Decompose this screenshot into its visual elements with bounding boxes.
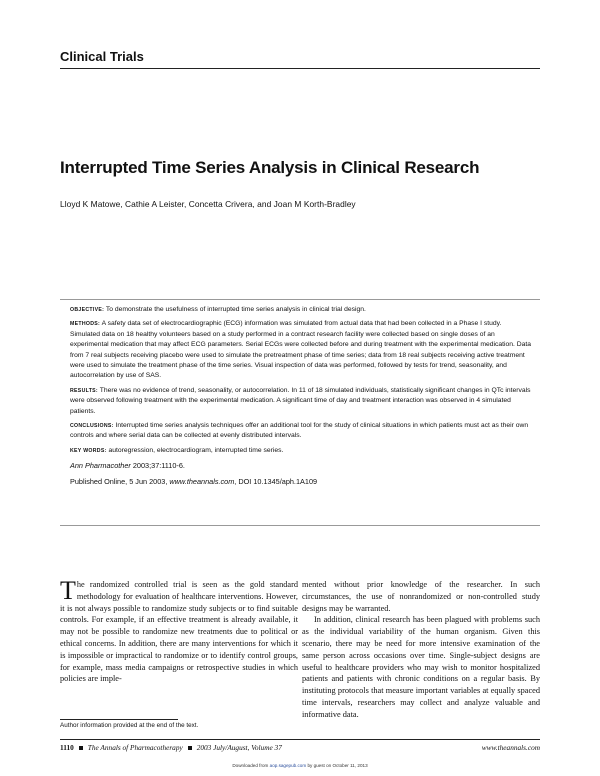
drop-cap: T	[60, 576, 76, 605]
bullet-icon	[79, 746, 83, 750]
section-title: Clinical Trials	[60, 49, 144, 64]
body-paragraph: mented without prior knowledge of the researcher. In such circumstances, the use of nonrandomized or non-controlled study designs may be warranted.	[302, 580, 540, 613]
abstract-keywords	[70, 446, 532, 456]
conclusions-text: Interrupted time series analysis techniques offer an additional tool for the study of clinical situations in which patients must act as their own controls and where serial data can be collected at evenly distributed intervals.	[70, 422, 529, 440]
author-list: Lloyd K Matowe, Cathie A Leister, Concetta Crivera, and Joan M Korth-Bradley	[60, 199, 356, 209]
citation-journal: Ann Pharmacother	[70, 461, 131, 471]
methods-text: A safety data set of electrocardiographic (ECG) information was simulated from actual data that had been collected in a Phase I study. Simulated data on 18 healthy volunteers based on a study performed in a contract research facility were collected based on single doses of an experimental medication that may affect ECG parameters. Serial ECGs were collected before and during treatment with the experimental medication. Data from 7 real subjects receiving placebo were used to simulate the pretreatment phase of time series; data from 18 real subjects receiving active treatment were used to simulate the treatment phase of the time series. Visual inspection of data was performed, followed by tests for trend, seasonality, and autocorrelation by use of SAS.	[70, 320, 531, 380]
conclusions-label: CONCLUSIONS:	[70, 423, 114, 430]
footnote-divider	[60, 719, 178, 720]
objective-text: To demonstrate the usefulness of interrupted time series analysis in clinical trial design.	[104, 306, 366, 313]
download-notice	[0, 763, 600, 768]
body-column-left	[60, 576, 298, 685]
keywords-label: KEY WORDS:	[70, 447, 107, 454]
page-number: 1110	[60, 743, 74, 752]
download-prefix: Downloaded from	[232, 763, 270, 768]
abstract-methods	[70, 319, 532, 381]
article-title: Interrupted Time Series Analysis in Clinical Research	[60, 158, 480, 177]
download-suffix: by guest on October 11, 2013	[306, 763, 368, 768]
published-line	[70, 476, 532, 488]
methods-label: METHODS:	[70, 321, 101, 328]
abstract-bottom-divider	[60, 525, 540, 526]
left-paragraph-text: he randomized controlled trial is seen as the gold standard methodology for evaluation of healthcare interventions. However, it is not always possible to randomize study subjects or to find suitable controls. For example, if an effective treatment is already available, it may not be possible to randomize new treatments due to political or ethical concerns. In addition, there are many interventions for which it is impossible or impractical to randomize or to identify control groups, for example, mass media campaigns or retrospective studies in which policies are imple-	[60, 580, 298, 684]
body-paragraph: In addition, clinical research has been plagued with problems such as the individual variability of the human organism. Given this scenario, there may be need for more intensive examination of the same person across occasions over time. Single-subject designs are useful to healthcare providers who may wish to monitor hospitalized patients and patients with chronic conditions on a regular basis. By instituting protocols that measure important variables at equally spaced time intervals, researchers may collect and analyze valuable and informative data.	[302, 615, 540, 719]
citation	[70, 460, 532, 472]
header-divider	[60, 68, 540, 69]
footnote: Author information provided at the end of the text.	[60, 722, 199, 729]
download-source-link[interactable]: aop.sagepub.com	[269, 763, 307, 768]
results-text: There was no evidence of trend, seasonality, or autocorrelation. In 11 of 18 simulated individuals, statistically significant changes in QTc intervals were observed following treatment with the experimental medication. A significant time of day and treatment interaction was observed in 4 simulated patients.	[70, 386, 531, 415]
published-doi: , DOI 10.1345/aph.1A109	[234, 477, 318, 487]
abstract-results	[70, 386, 532, 417]
objective-label: OBJECTIVE:	[70, 307, 105, 313]
journal-name: The Annals of Pharmacotherapy	[87, 743, 183, 752]
body-paragraph	[60, 576, 298, 685]
citation-ref: 2003;37:1110-6.	[130, 461, 185, 471]
abstract	[70, 305, 532, 492]
footer-divider	[60, 739, 540, 740]
bullet-icon	[188, 746, 192, 750]
abstract-objective	[70, 305, 532, 315]
published-url-link[interactable]: www.theannals.com	[169, 477, 235, 487]
published-prefix: Published Online, 5 Jun 2003,	[70, 477, 170, 487]
footer-left	[60, 743, 282, 752]
abstract-conclusions	[70, 421, 532, 442]
body-column-right	[302, 579, 540, 721]
results-label: RESULTS:	[70, 387, 98, 394]
journal-site-link[interactable]: www.theannals.com	[481, 743, 540, 752]
issue-info: 2003 July/August, Volume 37	[196, 743, 282, 752]
abstract-top-divider	[60, 299, 540, 300]
keywords-text: autoregression, electrocardiogram, interrupted time series.	[106, 446, 284, 454]
